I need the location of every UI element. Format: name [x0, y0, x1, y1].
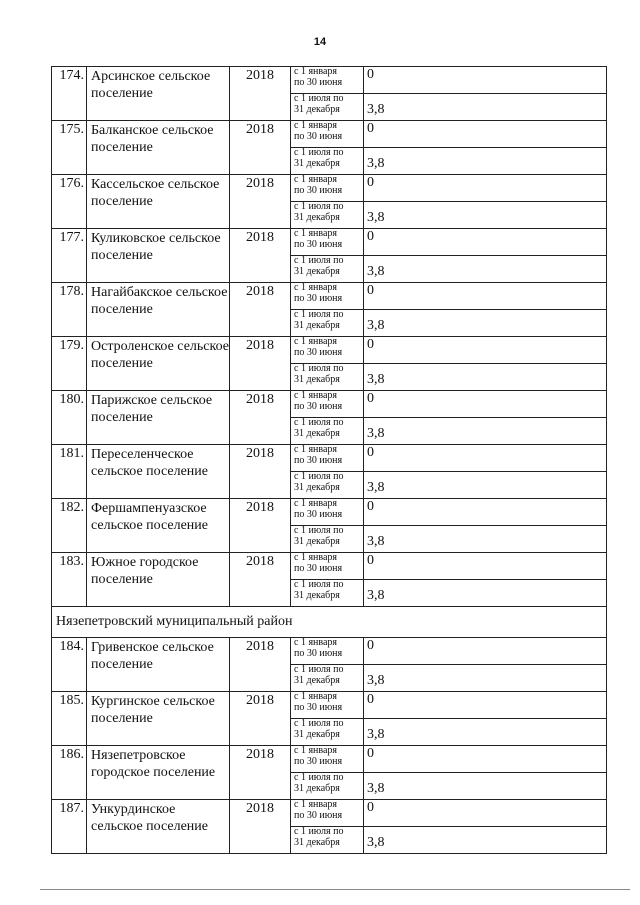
section-title: Нязепетровский муниципальный район — [52, 607, 607, 638]
row-year: 2018 — [230, 337, 291, 391]
rate-second-half: 3,8 — [364, 310, 607, 337]
rate-first-half: 0 — [364, 229, 607, 256]
rate-second-half: 3,8 — [364, 526, 607, 553]
settlement-name: Арсинское сельское поселение — [87, 67, 230, 121]
row-year: 2018 — [230, 391, 291, 445]
period-second-half: с 1 июля по 31 декабря — [291, 202, 364, 229]
rate-second-half: 3,8 — [364, 256, 607, 283]
settlement-name: Гривенское сельское поселение — [87, 638, 230, 692]
table-row — [52, 229, 607, 256]
period-first-half: с 1 января по 30 июня — [291, 283, 364, 310]
period-second-half: с 1 июля по 31 декабря — [291, 580, 364, 607]
page-number: 14 — [313, 36, 327, 48]
period-first-half: с 1 января по 30 июня — [291, 391, 364, 418]
rate-first-half: 0 — [364, 445, 607, 472]
row-number: 186. — [52, 746, 87, 800]
table-body — [52, 67, 607, 854]
period-second-half: с 1 июля по 31 декабря — [291, 665, 364, 692]
table-row — [52, 283, 607, 310]
row-year: 2018 — [230, 283, 291, 337]
rate-first-half: 0 — [364, 553, 607, 580]
rate-second-half: 3,8 — [364, 472, 607, 499]
row-number: 185. — [52, 692, 87, 746]
period-first-half: с 1 января по 30 июня — [291, 499, 364, 526]
period-second-half: с 1 июля по 31 декабря — [291, 773, 364, 800]
period-second-half: с 1 июля по 31 декабря — [291, 827, 364, 854]
period-first-half: с 1 января по 30 июня — [291, 800, 364, 827]
period-first-half: с 1 января по 30 июня — [291, 746, 364, 773]
period-first-half: с 1 января по 30 июня — [291, 692, 364, 719]
rate-first-half: 0 — [364, 283, 607, 310]
period-second-half: с 1 июля по 31 декабря — [291, 256, 364, 283]
rate-first-half: 0 — [364, 121, 607, 148]
rate-first-half: 0 — [364, 692, 607, 719]
row-number: 176. — [52, 175, 87, 229]
period-first-half: с 1 января по 30 июня — [291, 445, 364, 472]
settlement-name: Нагайбакское сельское поселение — [87, 283, 230, 337]
settlements-table — [51, 66, 607, 854]
settlement-name: Нязепетровское городское поселение — [87, 746, 230, 800]
period-first-half: с 1 января по 30 июня — [291, 121, 364, 148]
rate-first-half: 0 — [364, 337, 607, 364]
rate-second-half: 3,8 — [364, 418, 607, 445]
settlement-name: Переселенческое сельское поселение — [87, 445, 230, 499]
settlement-name: Балканское сельское поселение — [87, 121, 230, 175]
period-first-half: с 1 января по 30 июня — [291, 553, 364, 580]
table-row — [52, 445, 607, 472]
rate-first-half: 0 — [364, 175, 607, 202]
period-second-half: с 1 июля по 31 декабря — [291, 719, 364, 746]
row-year: 2018 — [230, 229, 291, 283]
table-row — [52, 67, 607, 94]
period-first-half: с 1 января по 30 июня — [291, 175, 364, 202]
rate-second-half: 3,8 — [364, 364, 607, 391]
rate-second-half: 3,8 — [364, 719, 607, 746]
settlement-name: Ункурдинское сельское поселение — [87, 800, 230, 854]
settlement-name: Кассельское сельское поселение — [87, 175, 230, 229]
row-year: 2018 — [230, 499, 291, 553]
rate-second-half: 3,8 — [364, 94, 607, 121]
rate-first-half: 0 — [364, 638, 607, 665]
table-row — [52, 499, 607, 526]
row-number: 177. — [52, 229, 87, 283]
row-year: 2018 — [230, 121, 291, 175]
rate-second-half: 3,8 — [364, 665, 607, 692]
period-second-half: с 1 июля по 31 декабря — [291, 472, 364, 499]
period-second-half: с 1 июля по 31 декабря — [291, 148, 364, 175]
row-number: 175. — [52, 121, 87, 175]
rate-first-half: 0 — [364, 499, 607, 526]
row-year: 2018 — [230, 800, 291, 854]
section-row — [52, 607, 607, 638]
period-second-half: с 1 июля по 31 декабря — [291, 310, 364, 337]
row-year: 2018 — [230, 445, 291, 499]
period-second-half: с 1 июля по 31 декабря — [291, 94, 364, 121]
row-number: 180. — [52, 391, 87, 445]
table-row — [52, 337, 607, 364]
bottom-rule — [40, 889, 630, 890]
rate-first-half: 0 — [364, 391, 607, 418]
row-number: 179. — [52, 337, 87, 391]
row-number: 187. — [52, 800, 87, 854]
table-row — [52, 800, 607, 827]
period-first-half: с 1 января по 30 июня — [291, 337, 364, 364]
row-year: 2018 — [230, 175, 291, 229]
row-number: 178. — [52, 283, 87, 337]
settlement-name: Фершампенуазское сельское поселение — [87, 499, 230, 553]
rate-second-half: 3,8 — [364, 773, 607, 800]
table-row — [52, 638, 607, 665]
settlement-name: Южное городское поселение — [87, 553, 230, 607]
period-first-half: с 1 января по 30 июня — [291, 229, 364, 256]
settlement-name: Кургинское сельское поселение — [87, 692, 230, 746]
row-number: 174. — [52, 67, 87, 121]
row-number: 181. — [52, 445, 87, 499]
settlement-name: Куликовское сельское поселение — [87, 229, 230, 283]
table-row — [52, 746, 607, 773]
rate-first-half: 0 — [364, 746, 607, 773]
period-second-half: с 1 июля по 31 декабря — [291, 526, 364, 553]
row-year: 2018 — [230, 638, 291, 692]
table-row — [52, 391, 607, 418]
rate-first-half: 0 — [364, 67, 607, 94]
row-number: 183. — [52, 553, 87, 607]
rate-second-half: 3,8 — [364, 202, 607, 229]
row-year: 2018 — [230, 553, 291, 607]
row-number: 184. — [52, 638, 87, 692]
period-second-half: с 1 июля по 31 декабря — [291, 364, 364, 391]
rate-second-half: 3,8 — [364, 827, 607, 854]
row-year: 2018 — [230, 692, 291, 746]
row-year: 2018 — [230, 67, 291, 121]
row-number: 182. — [52, 499, 87, 553]
period-second-half: с 1 июля по 31 декабря — [291, 418, 364, 445]
table-row — [52, 553, 607, 580]
settlement-name: Парижское сельское поселение — [87, 391, 230, 445]
table-row — [52, 175, 607, 202]
rate-first-half: 0 — [364, 800, 607, 827]
settlement-name: Остроленское сельское поселение — [87, 337, 230, 391]
rate-second-half: 3,8 — [364, 148, 607, 175]
table-row — [52, 121, 607, 148]
period-first-half: с 1 января по 30 июня — [291, 638, 364, 665]
table-row — [52, 692, 607, 719]
period-first-half: с 1 января по 30 июня — [291, 67, 364, 94]
rate-second-half: 3,8 — [364, 580, 607, 607]
row-year: 2018 — [230, 746, 291, 800]
